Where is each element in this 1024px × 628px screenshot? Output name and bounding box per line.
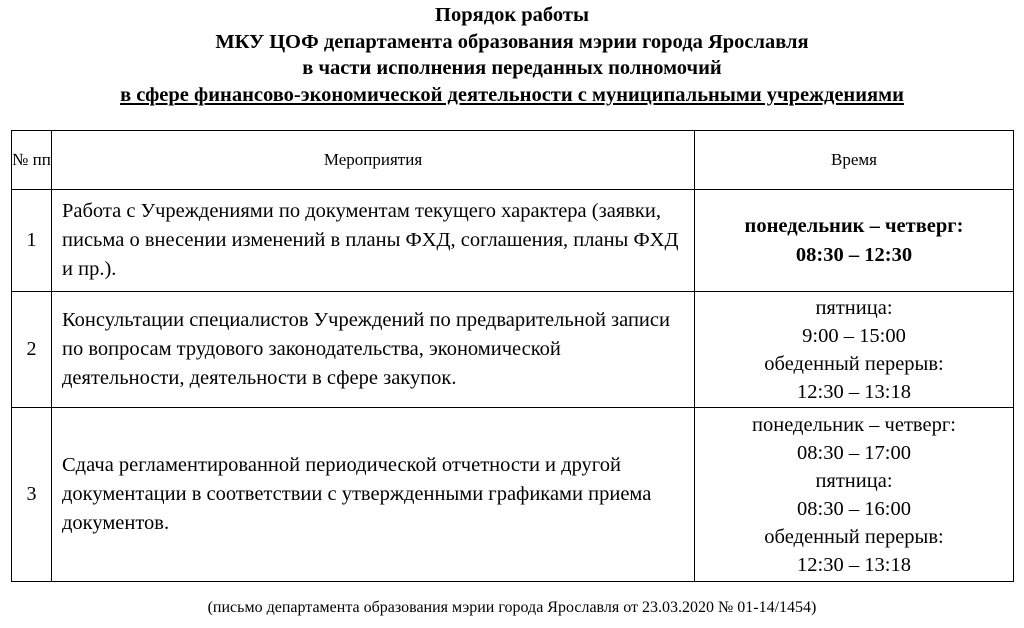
time-line: 08:30 – 12:30	[795, 243, 913, 266]
time-line: обеденный перерыв:	[764, 525, 944, 548]
schedule-table	[11, 130, 1014, 582]
time-line: обеденный перерыв:	[764, 352, 944, 375]
time-line: 08:30 – 17:00	[797, 441, 911, 464]
header-number: № пп	[12, 131, 52, 190]
row-number: 2	[12, 292, 52, 408]
title-line-1: Порядок работы	[435, 4, 589, 26]
time-line: 08:30 – 16:00	[797, 497, 911, 520]
footnote-reference: (письмо департамента образования мэрии города Ярославля от 23.03.2020 № 01-14/1454)	[207, 599, 817, 616]
time-line: понедельник – четверг:	[752, 413, 956, 436]
row-time	[695, 408, 1014, 582]
table-row	[12, 190, 1014, 292]
row-activity: Работа с Учреждениями по документам текущего характера (заявки, письма о внесении изменений в планы ФХД, соглашения, планы ФХД и пр.).	[52, 190, 695, 292]
table-header-row	[12, 131, 1014, 190]
time-line: 12:30 – 13:18	[797, 380, 911, 403]
table-row	[12, 408, 1014, 582]
row-number: 3	[12, 408, 52, 582]
row-time	[695, 190, 1014, 292]
row-activity: Консультации специалистов Учреждений по предварительной записи по вопросам трудового законодательства, экономической деятельности, деятельности в сфере закупок.	[52, 292, 695, 408]
row-activity: Сдача регламентированной периодической отчетности и другой документации в соответствии с утвержденными графиками приема документов.	[52, 408, 695, 582]
document-header	[0, 2, 1024, 108]
time-line: понедельник – четверг:	[744, 214, 964, 237]
title-line-3: в части исполнения переданных полномочий	[302, 57, 722, 79]
table-row	[12, 292, 1014, 408]
header-time: Время	[695, 131, 1014, 190]
title-line-4: в сфере финансово-экономической деятельности с муниципальными учреждениями	[120, 83, 904, 106]
time-line: пятница:	[815, 469, 893, 492]
header-activities: Мероприятия	[52, 131, 695, 190]
time-line: пятница:	[815, 296, 893, 319]
time-line: 12:30 – 13:18	[797, 553, 911, 576]
row-number: 1	[12, 190, 52, 292]
time-line: 9:00 – 15:00	[802, 324, 906, 347]
row-time	[695, 292, 1014, 408]
title-line-2: МКУ ЦОФ департамента образования мэрии города Ярославля	[215, 30, 809, 53]
